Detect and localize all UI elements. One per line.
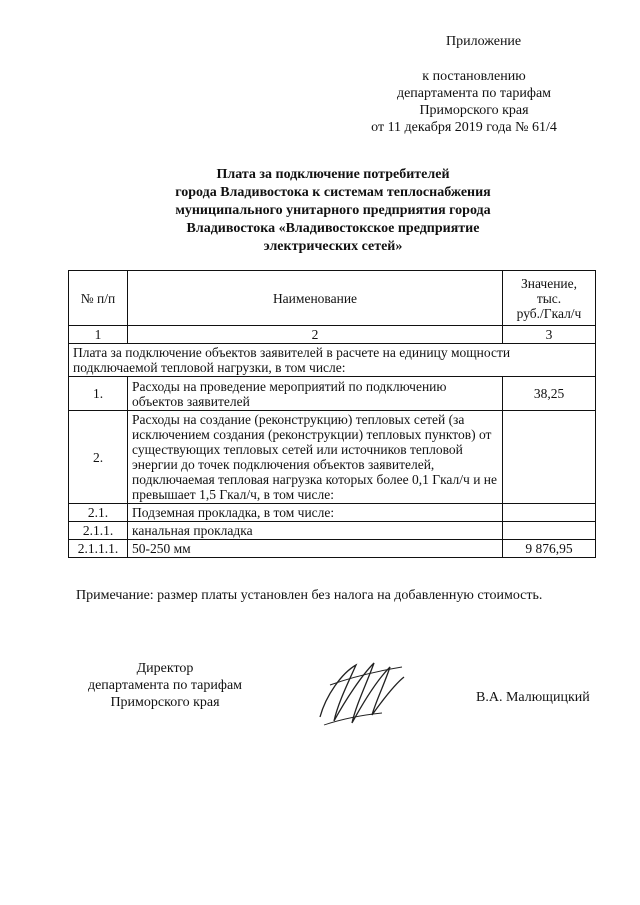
header-num: № п/п <box>69 271 128 326</box>
column-number-row <box>69 326 596 344</box>
header-value-line: Значение, <box>520 275 578 291</box>
table-row <box>69 411 596 504</box>
row-name: Подземная прокладка, в том числе: <box>128 504 503 522</box>
table-row <box>69 504 596 522</box>
annex-line: к постановлению <box>422 69 526 84</box>
annex-line: Приморского края <box>419 103 529 118</box>
note-text: Примечание: размер платы установлен без налога на добавленную стоимость. <box>76 588 543 603</box>
row-value <box>503 522 596 540</box>
header-value-line: руб./Гкал/ч <box>516 305 582 321</box>
header-value-line: тыс. <box>536 290 562 306</box>
position-line: Директор <box>136 661 194 676</box>
annex-line: от 11 декабря 2019 года № 61/4 <box>371 120 557 135</box>
column-number: 2 <box>128 326 503 344</box>
table-header-row <box>69 271 596 326</box>
row-num: 2.1. <box>69 504 128 522</box>
signatory-name: В.А. Малющицкий <box>476 690 590 705</box>
position-line: департамента по тарифам <box>87 678 243 693</box>
row-num: 2. <box>69 411 128 504</box>
row-value: 38,25 <box>503 377 596 411</box>
row-name: Расходы на проведение мероприятий по подключению объектов заявителей <box>128 377 503 411</box>
annex-title: Приложение <box>446 34 522 49</box>
row-num: 2.1.1. <box>69 522 128 540</box>
position-line: Приморского края <box>110 695 220 710</box>
row-name: Расходы на создание (реконструкцию) тепловых сетей (за исключением создания (реконструкции) тепловых пунктов) от существующих тепловых сетей или источников тепловой энергии до точек подключения объектов заявителей, подключаемая тепловая нагрузка которых более 0,1 Гкал/ч и не превышает 1,5 Гкал/ч, в том числе: <box>128 411 503 504</box>
row-value <box>503 504 596 522</box>
table-row <box>69 522 596 540</box>
column-number: 3 <box>503 326 596 344</box>
signatory-position <box>70 660 260 711</box>
section-row <box>69 344 596 377</box>
tariff-table <box>68 270 596 558</box>
title-line: Плата за подключение потребителей <box>216 167 450 182</box>
row-num: 2.1.1.1. <box>69 540 128 558</box>
row-name: 50-250 мм <box>128 540 503 558</box>
handwritten-signature <box>312 655 412 735</box>
header-value <box>503 271 596 326</box>
title-line: города Владивостока к системам теплоснабжения <box>175 185 491 200</box>
document-title <box>90 166 576 256</box>
title-line: муниципального унитарного предприятия города <box>175 203 491 218</box>
title-line: Владивостока «Владивостокское предприятие <box>186 221 480 236</box>
row-num: 1. <box>69 377 128 411</box>
annex-block <box>354 68 594 136</box>
header-name: Наименование <box>128 271 503 326</box>
row-name: канальная прокладка <box>128 522 503 540</box>
row-value <box>503 411 596 504</box>
table-row <box>69 377 596 411</box>
section-text: Плата за подключение объектов заявителей в расчете на единицу мощности подключаемой тепловой нагрузки, в том числе: <box>69 344 596 377</box>
annex-line: департамента по тарифам <box>396 86 552 101</box>
title-line: электрических сетей» <box>263 239 403 254</box>
row-value: 9 876,95 <box>503 540 596 558</box>
table-row <box>69 540 596 558</box>
column-number: 1 <box>69 326 128 344</box>
